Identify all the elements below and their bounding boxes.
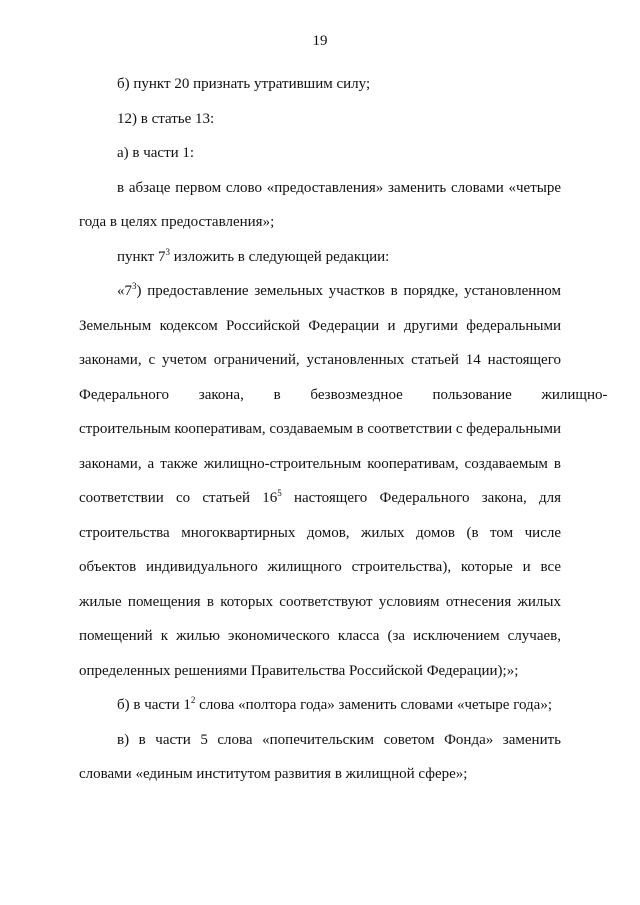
text-line-21: словами «единым институтом развития в жилищной сфере»; — [79, 766, 468, 782]
superscript: 2 — [190, 695, 196, 705]
text-line-9: законами, с учетом ограничений, установленных статьей 14 настоящего — [79, 352, 561, 368]
text-line-19 — [117, 696, 561, 714]
text-line-20: в) в части 5 слова «попечительским советом Фонда» заменить — [117, 732, 561, 748]
text-line-2: 12) в статье 13: — [117, 111, 215, 127]
text-line-16: жилые помещения в которых соответствуют условиям отнесения жилых — [79, 594, 561, 610]
text-line-13 — [79, 489, 561, 507]
text-fragment: б) в части 1 — [117, 697, 191, 713]
superscript: 5 — [277, 488, 282, 498]
text-fragment: ) предоставление земельных участков в порядке, установленном — [136, 283, 561, 299]
text-line-14: строительства многоквартирных домов, жилых домов (в том числе — [79, 525, 561, 541]
text-line-5: года в целях предоставления»; — [79, 214, 275, 230]
text-line-3: а) в части 1: — [117, 145, 195, 161]
text-line-4: в абзаце первом слово «предоставления» заменить словами «четыре — [117, 180, 561, 196]
text-fragment: «7 — [117, 283, 132, 299]
text-line-1: б) пункт 20 признать утратившим силу; — [117, 76, 371, 92]
text-line-17: помещений к жилью экономического класса (за исключением случаев, — [79, 628, 561, 644]
text-line-6 — [117, 248, 561, 266]
page-number: 19 — [312, 33, 328, 49]
text-fragment: настоящего Федерального закона, для — [281, 490, 561, 506]
text-fragment: соответствии со статьей 16 — [79, 490, 278, 506]
superscript: 3 — [165, 247, 170, 257]
superscript: 3 — [132, 281, 137, 291]
text-line-11: строительным кооперативам, создаваемым в соответствии с федеральными — [79, 421, 561, 437]
text-line-12: законами, а также жилищно-строительным кооперативам, создаваемым в — [79, 456, 561, 472]
text-line-10: Федерального закона, в безвозмездное пользование жилищно- — [79, 387, 608, 403]
text-line-8: Земельным кодексом Российской Федерации и другими федеральными — [79, 318, 561, 334]
text-line-18: определенных решениями Правительства Российской Федерации);»; — [79, 663, 519, 679]
text-fragment: пункт 7 — [117, 249, 166, 265]
text-fragment: слова «полтора года» заменить словами «четыре года»; — [195, 697, 552, 713]
text-line-15: объектов индивидуального жилищного строительства), которые и все — [79, 559, 561, 575]
text-fragment: изложить в следующей редакции: — [169, 249, 390, 265]
text-line-7 — [117, 282, 561, 300]
